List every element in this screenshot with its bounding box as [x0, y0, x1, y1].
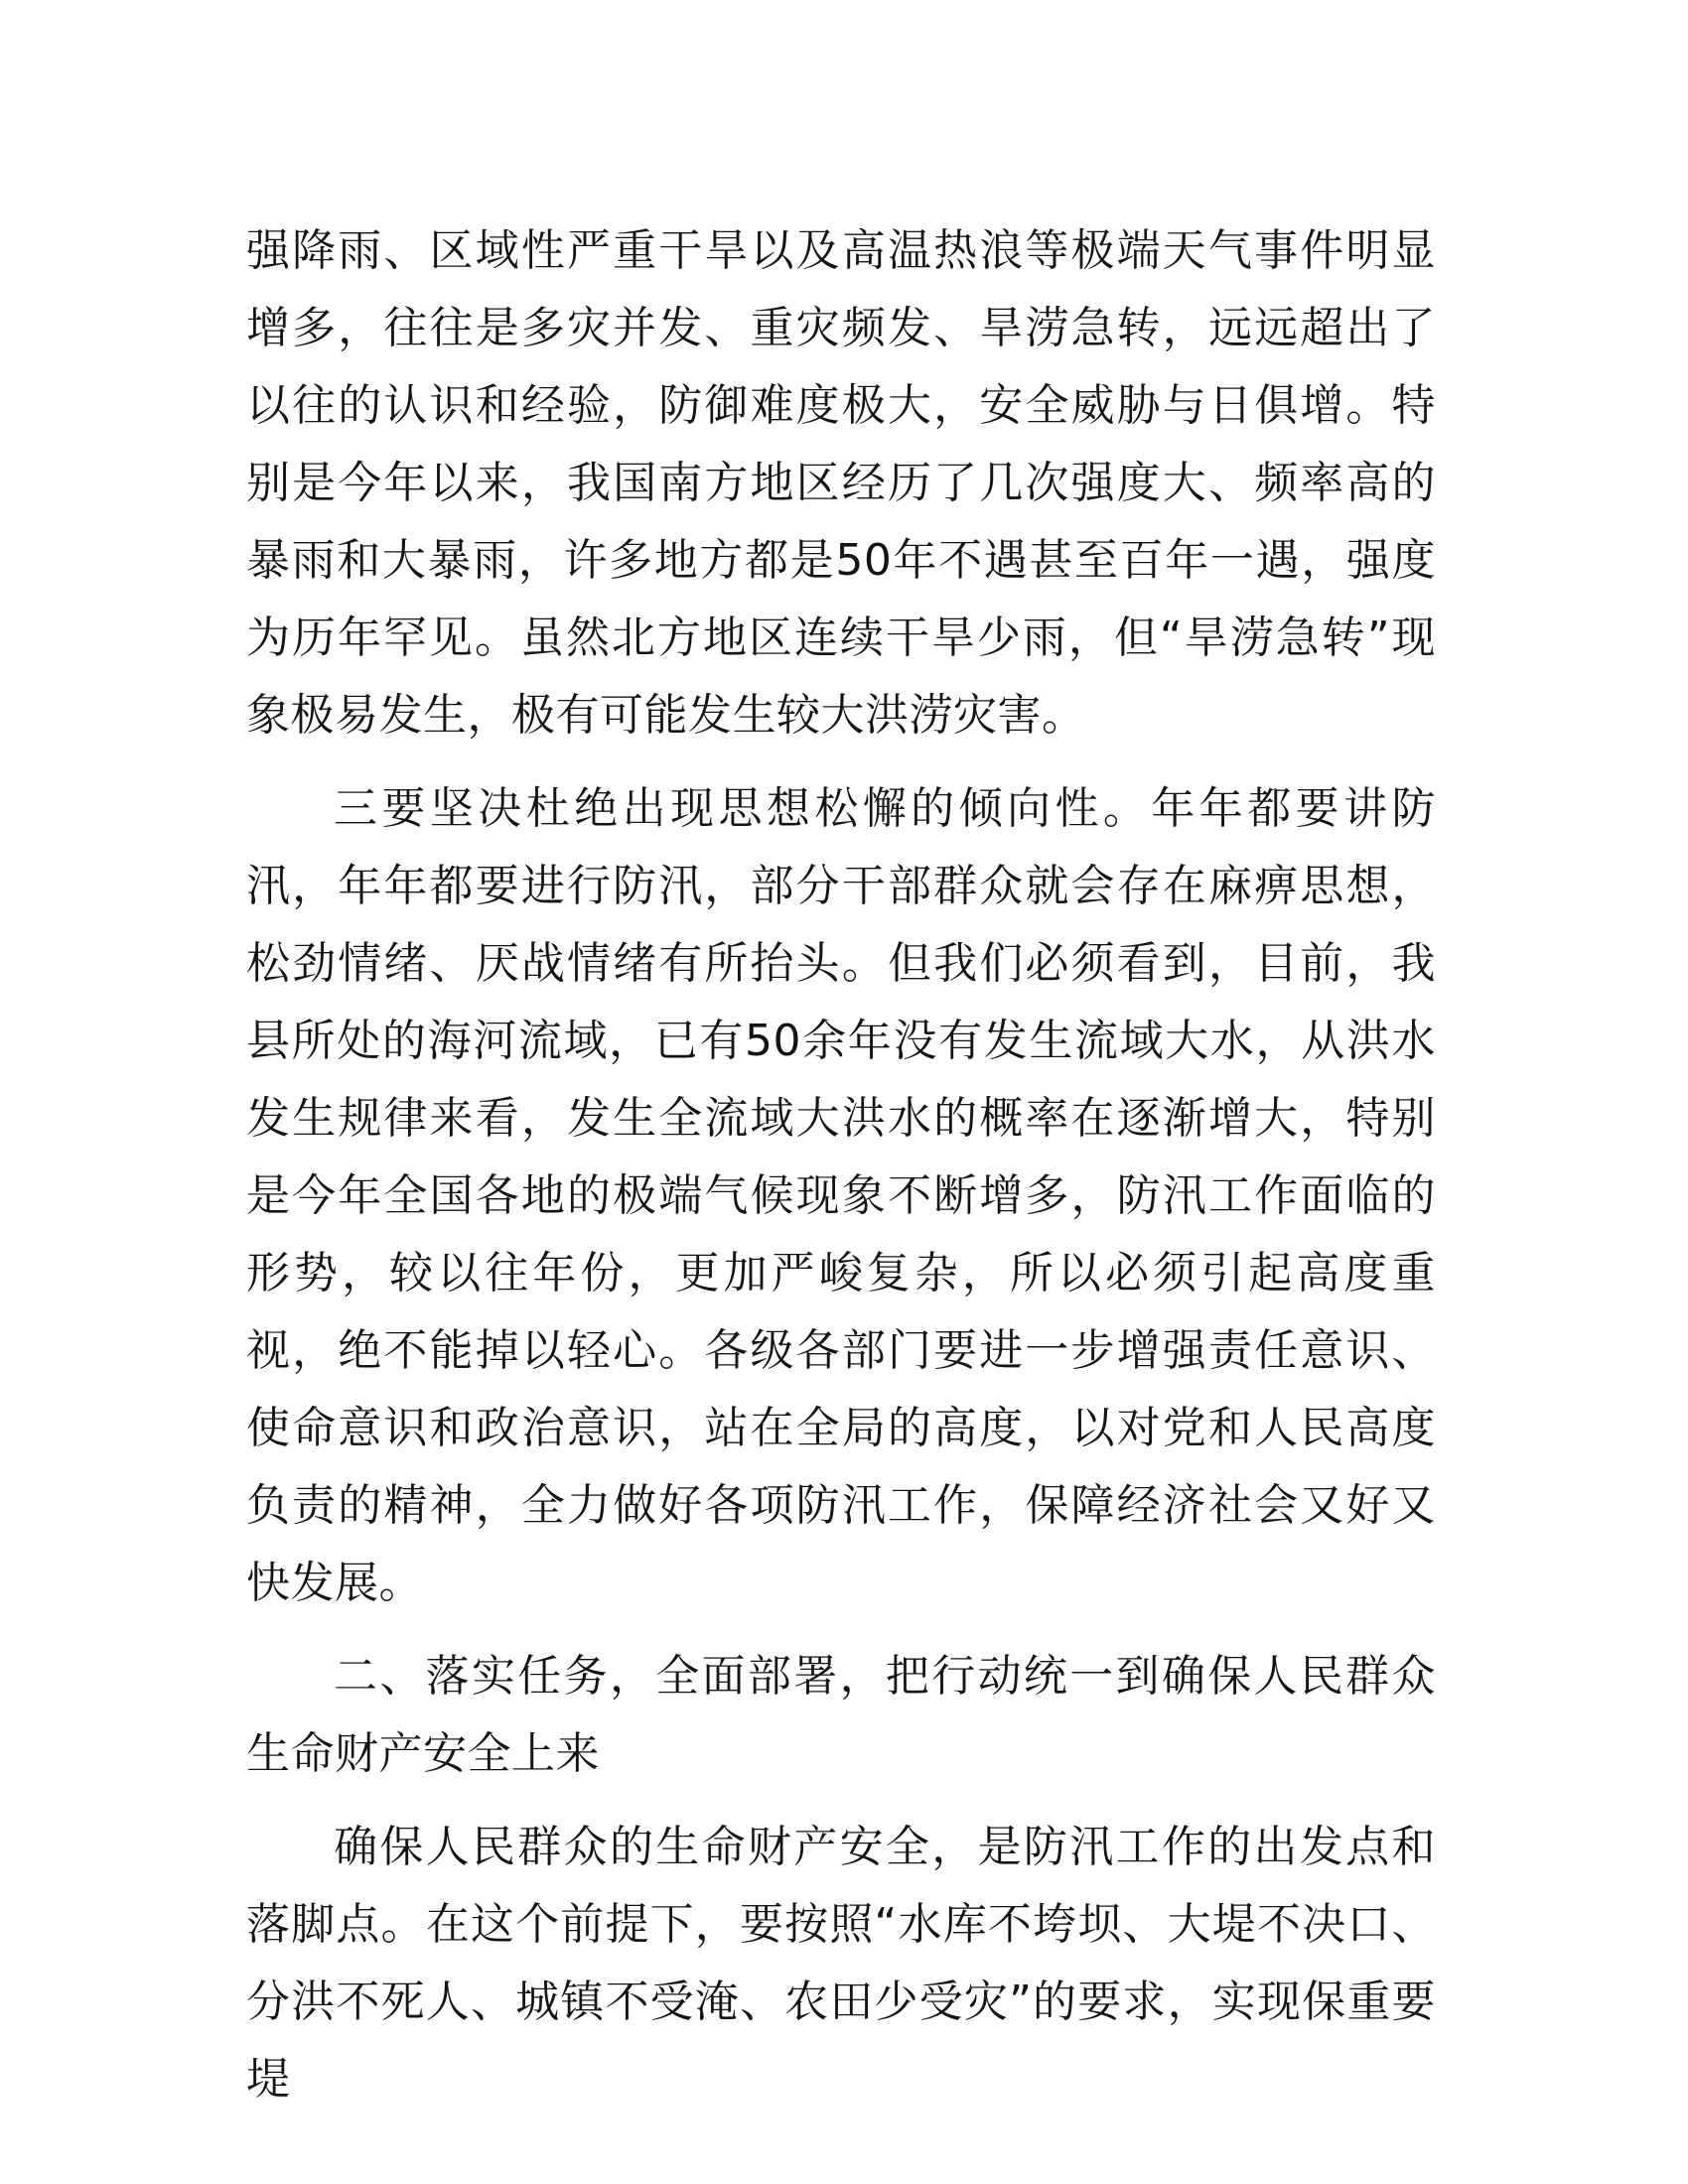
paragraph-extreme-weather: 强降雨、区域性严重干旱以及高温热浪等极端天气事件明显增多，往往是多灾并发、重灾频发、旱涝急转，远远超出了以往的认识和经验，防御难度极大，安全威胁与日俱增。特别是今年以来，我国南方地区经历了几次强度大、频率高的暴雨和大暴雨，许多地方都是50年不遇甚至百年一遇，强度为历年罕见。虽然北方地区连续干旱少雨，但“旱涝急转”现象极易发生，极有可能发生较大洪涝灾害。: [246, 225, 1436, 741]
paragraph-third-requirement: 三要坚决杜绝出现思想松懈的倾向性。年年都要讲防汛，年年都要进行防汛，部分干部群众就会存在麻痹思想，松劲情绪、厌战情绪有所抬头。但我们必须看到，目前，我县所处的海河流域，已有50余年没有发生流域大水，从洪水发生规律来看，发生全流域大洪水的概率在逐渐增大，特别是今年全国各地的极端气候现象不断增多，防汛工作面临的形势，较以往年份，更加严峻复杂，所以必须引起高度重视，绝不能掉以轻心。各级各部门要进一步增强责任意识、使命意识和政治意识，站在全局的高度，以对党和人民高度负责的精神，全力做好各项防汛工作，保障经济社会又好又快发展。: [246, 783, 1436, 1608]
document-page: [246, 212, 1436, 2118]
section-heading-two: 二、落实任务，全面部署，把行动统一到确保人民群众生命财产安全上来: [246, 1651, 1436, 1779]
paragraph-safety-goal: 确保人民群众的生命财产安全，是防汛工作的出发点和落脚点。在这个前提下，要按照“水库不垮坝、大堤不决口、分洪不死人、城镇不受淹、农田少受灾”的要求，实现保重要堤: [246, 1822, 1436, 2105]
